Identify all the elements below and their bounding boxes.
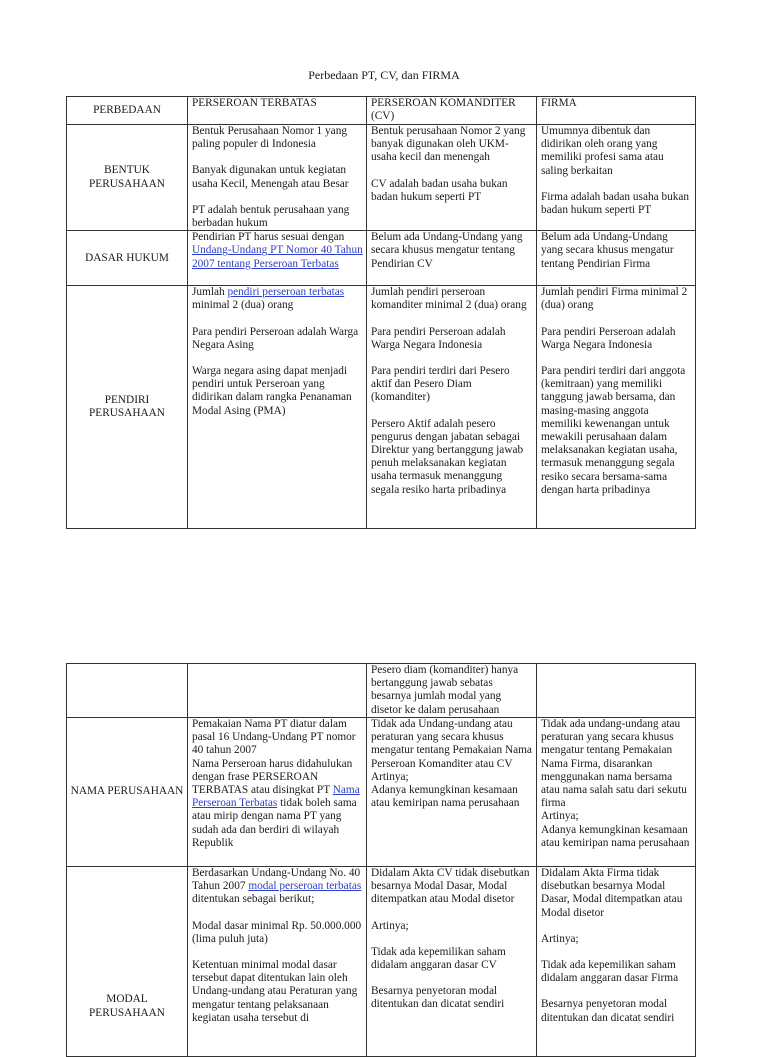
dasar-pt-cell (188, 231, 367, 286)
dasar-firma-cell: Belum ada Undang-Undang yang secara khusus mengatur tentang Pendirian Firma (537, 231, 696, 286)
pendiri-pt-1-post: minimal 2 (dua) orang (192, 299, 294, 312)
modal-firma-cell (537, 867, 696, 1057)
nama-cv-2: Artinya; (371, 770, 409, 783)
nama-firma-cell (537, 718, 696, 867)
comparison-table-page-2 (66, 663, 696, 1057)
nama-firma-1: Tidak ada undang-undang atau peraturan yang secara khusus mengatur tentang Pemakaian Nama Firma, disarankan menggunakan nama bersama atau nama salah satu dari sekutu firma (541, 718, 687, 810)
pendiri-firma-1: Jumlah pendiri Firma minimal 2 (dua) orang (541, 286, 688, 312)
modal-pt-3: Ketentuan minimal modal dasar tersebut dapat ditentukan lain oleh Undang-undang atau Peraturan yang mengatur tentang pelaksanaan kegiatan usaha tersebut di (192, 959, 358, 1024)
header-pt: PERSEROAN TERBATAS (188, 97, 367, 125)
label-bentuk-perusahaan: BENTUK PERUSAHAAN (67, 125, 188, 231)
modal-cv-2: Artinya; (371, 919, 409, 932)
bentuk-cv-2: CV adalah badan usaha bukan badan hukum seperti PT (371, 177, 508, 203)
row-dasar-hukum (67, 231, 696, 286)
pendiri-cv-cell (367, 286, 537, 529)
pendiri-firma-3: Para pendiri terdiri dari anggota (kemitraan) yang memiliki tanggung jawab bersama, dan masing-masing anggota memiliki kewenangan untuk mewakili perusahaan dalam melaksanakan kegiatan usaha, termasuk menanggung segala resiko secara bersama-sama dengan harta pribadinya (541, 365, 686, 496)
modal-cv-1: Didalam Akta CV tidak disebutkan besarnya Modal Dasar, Modal ditempatkan atau Modal disetor (371, 867, 530, 906)
pendiri-firma-2: Para pendiri Perseroan adalah Warga Negara Indonesia (541, 325, 676, 351)
modal-pt-1 (192, 867, 363, 907)
row-continuation (67, 664, 696, 718)
bentuk-firma-2: Firma adalah badan usaha bukan badan hukum seperti PT (541, 190, 690, 217)
pendiri-pt-1-pre: Jumlah (192, 286, 225, 299)
header-firma: FIRMA (537, 97, 696, 125)
bentuk-pt-1: Bentuk Perusahaan Nomor 1 yang paling populer di Indonesia (192, 125, 347, 151)
modal-firma-2: Artinya; (541, 932, 579, 945)
modal-pt-2: Modal dasar minimal Rp. 50.000.000 (lima puluh juta) (192, 919, 362, 945)
row-pendiri-perusahaan (67, 286, 696, 529)
modal-pt-1-post: ditentukan sebagai berikut; (192, 893, 315, 906)
nama-perseroan-link[interactable]: Nama Perseroan Terbatas (192, 784, 360, 810)
bentuk-pt-3: PT adalah bentuk perusahaan yang berbadan hukum (192, 203, 350, 230)
label-pendiri-perusahaan: PENDIRI PERUSAHAAN (67, 286, 188, 529)
pendiri-pt-1 (192, 286, 363, 312)
label-modal-perusahaan (67, 867, 188, 1057)
modal-firma-3: Tidak ada kepemilikan saham didalam anggaran dasar Firma (541, 959, 679, 985)
pendiri-pt-2: Para pendiri Perseroan adalah Warga Negara Asing (192, 325, 359, 351)
nama-cv-3: Adanya kemungkinan kesamaan atau kemiripan nama perusahaan (371, 784, 520, 810)
pendiri-cv-4: Persero Aktif adalah pesero pengurus dengan jabatan sebagai Direktur yang bertanggung jawab penuh melaksanakan kegiatan usaha termasuk menanggung segala resiko harta pribadinya (371, 417, 524, 496)
bentuk-pt-2: Banyak digunakan untuk kegiatan usaha Kecil, Menengah atau Besar (192, 164, 349, 190)
bentuk-pt-cell (188, 125, 367, 231)
modal-pt-1-pre: Berdasarkan Undang-Undang No. 40 Tahun 2007 (192, 867, 361, 893)
modal-cv-cell (367, 867, 537, 1057)
nama-pt-cell (188, 718, 367, 867)
cont-cv-cell: Pesero diam (komanditer) hanya bertanggung jawab sebatas besarnya jumlah modal yang disetor ke dalam perusahaan (367, 664, 537, 718)
bentuk-cv-cell (367, 125, 537, 231)
row-bentuk-perusahaan (67, 125, 696, 231)
bentuk-cv-1: Bentuk perusahaan Nomor 2 yang banyak digunakan oleh UKM-usaha kecil dan menengah (371, 125, 526, 164)
pendiri-perseroan-link[interactable]: pendiri perseroan terbatas (227, 286, 345, 299)
row-modal-perusahaan (67, 867, 696, 1057)
pendiri-cv-2: Para pendiri Perseroan adalah Warga Negara Indonesia (371, 325, 506, 351)
modal-cv-4: Besarnya penyetoran modal ditentukan dan dicatat sendiri (371, 985, 505, 1011)
nama-cv-1: Tidak ada Undang-undang atau peraturan yang secara khusus mengatur tentang Pemakaian Nama Perseroan Komanditer atau CV (371, 718, 532, 770)
cont-firma-cell (537, 664, 696, 718)
nama-pt-2-text: Nama Perseroan harus didahulukan dengan frase PERSEROAN TERBATAS atau disingkat PT (192, 757, 353, 797)
label-dasar-hukum: DASAR HUKUM (67, 231, 188, 286)
nama-pt-3-text: tidak boleh sama atau mirip dengan nama PT yang sudah ada dan berdiri di wilayah Republik (192, 797, 357, 849)
header-row (67, 97, 696, 125)
nama-cv-cell (367, 718, 537, 867)
cont-label-cell (67, 664, 188, 718)
pendiri-pt-3: Warga negara asing dapat menjadi pendiri untuk Perseroan yang didirikan dalam rangka Penanaman Modal Asing (PMA) (192, 365, 352, 417)
dasar-pt-text: Pendirian PT harus sesuai dengan (192, 231, 345, 244)
nama-pt-2 (192, 758, 363, 850)
modal-firma-4: Besarnya penyetoran modal ditentukan dan dicatat sendiri (541, 998, 675, 1024)
nama-firma-2: Artinya; (541, 810, 579, 823)
cont-pt-cell (188, 664, 367, 718)
nama-firma-3: Adanya kemungkinan kesamaan atau kemiripan nama perusahaan (541, 823, 690, 849)
modal-pt-cell (188, 867, 367, 1057)
label-nama-perusahaan: NAMA PERUSAHAAN (67, 718, 188, 867)
bentuk-firma-cell (537, 125, 696, 231)
modal-perseroan-link[interactable]: modal perseroan terbatas (248, 880, 362, 893)
pendiri-cv-1: Jumlah pendiri perseroan komanditer minimal 2 (dua) orang (371, 286, 527, 312)
comparison-table-page-1 (66, 96, 696, 529)
bentuk-firma-1: Umumnya dibentuk dan didirikan oleh orang yang memiliki profesi sama atau saling berkaitan (541, 125, 664, 177)
pendiri-firma-cell (537, 286, 696, 529)
header-cv: PERSEROAN KOMANDITER (CV) (367, 97, 537, 125)
nama-pt-1: Pemakaian Nama PT diatur dalam pasal 16 Undang-Undang PT nomor 40 tahun 2007 (192, 718, 356, 757)
document-title: Perbedaan PT, CV, dan FIRMA (308, 68, 460, 82)
modal-label-text: MODAL PERUSAHAAN (89, 993, 165, 1019)
pendiri-pt-cell (188, 286, 367, 529)
uu-pt-link[interactable]: Undang-Undang PT Nomor 40 Tahun 2007 tentang Perseroan Terbatas (192, 244, 363, 270)
modal-cv-3: Tidak ada kepemilikan saham didalam anggaran dasar CV (371, 945, 506, 972)
pendiri-cv-3: Para pendiri terdiri dari Pesero aktif dan Pesero Diam (komanditer) (371, 365, 510, 404)
modal-firma-1: Didalam Akta Firma tidak disebutkan besarnya Modal Dasar, Modal ditempatkan atau Modal disetor (541, 867, 683, 919)
dasar-cv-cell: Belum ada Undang-Undang yang secara khusus mengatur tentang Pendirian CV (367, 231, 537, 286)
header-perbedaan: PERBEDAAN (67, 97, 188, 125)
row-nama-perusahaan (67, 718, 696, 867)
